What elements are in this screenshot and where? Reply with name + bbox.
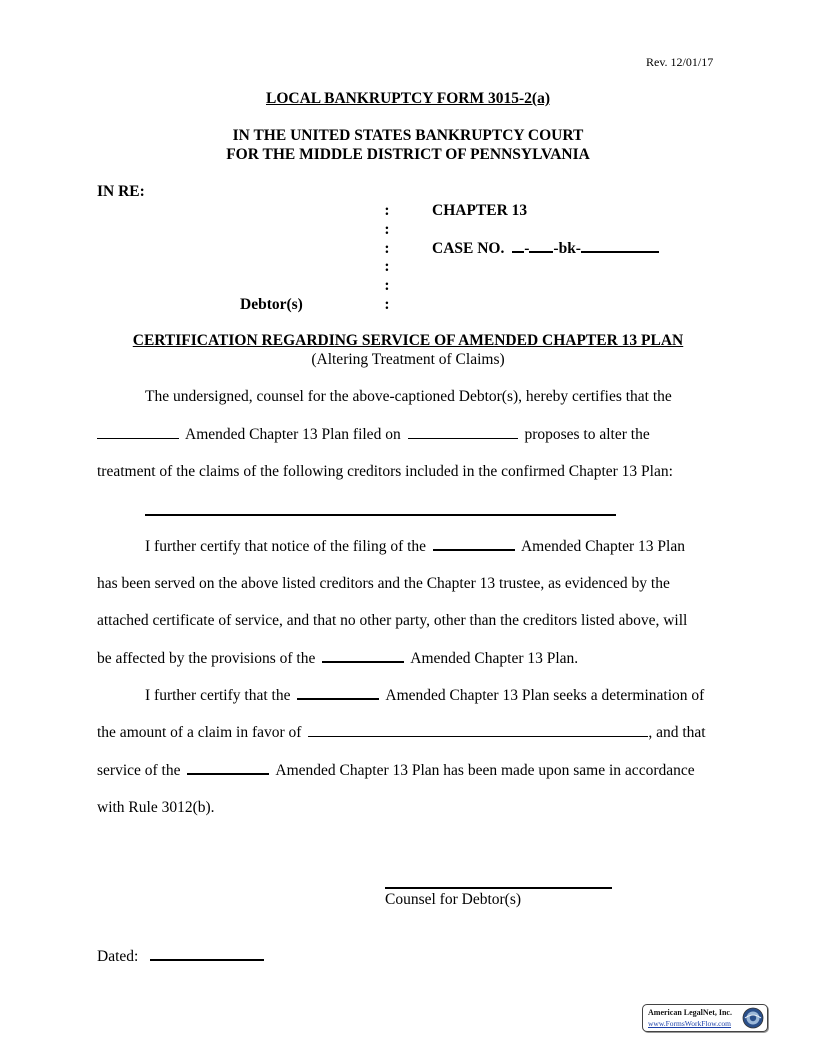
notice-plan-blank[interactable] bbox=[433, 548, 515, 551]
caption-colon: : bbox=[384, 258, 390, 275]
caption-colon: : bbox=[384, 202, 390, 219]
plan-filed-text: Amended Chapter 13 Plan filed on bbox=[185, 426, 401, 443]
caption-colon: : bbox=[384, 277, 390, 294]
globe-icon bbox=[742, 1007, 764, 1029]
paragraph-3-line-4: with Rule 3012(b). bbox=[97, 799, 215, 816]
claimant-name-blank[interactable] bbox=[308, 735, 648, 737]
notice-text: I further certify that notice of the filing of the bbox=[145, 538, 427, 555]
further-certify-text: I further certify that the bbox=[145, 687, 291, 704]
paragraph-3-line-3 bbox=[97, 762, 695, 780]
chapter-label: CHAPTER 13 bbox=[432, 202, 528, 219]
company-name: American LegalNet, Inc. bbox=[648, 1008, 732, 1017]
amended-plan-text: Amended Chapter 13 Plan bbox=[520, 538, 685, 555]
caption-colon: : bbox=[384, 296, 390, 313]
creditors-list-line[interactable] bbox=[145, 514, 616, 516]
court-line-2: FOR THE MIDDLE DISTRICT OF PENNSYLVANIA bbox=[226, 146, 590, 163]
plan-ordinal-blank[interactable] bbox=[97, 437, 179, 439]
paragraph-1-line-1: The undersigned, counsel for the above-captioned Debtor(s), hereby certifies that the bbox=[145, 388, 672, 405]
paragraph-3-line-2 bbox=[97, 724, 706, 742]
case-separator: - bbox=[524, 240, 530, 257]
paragraph-2-line-1 bbox=[145, 538, 685, 556]
paragraph-1-line-2 bbox=[97, 426, 650, 444]
case-number-blank[interactable] bbox=[581, 250, 659, 253]
certification-title: CERTIFICATION REGARDING SERVICE OF AMENDED CHAPTER 13 PLAN bbox=[132, 332, 684, 349]
claim-favor-text: the amount of a claim in favor of bbox=[97, 724, 302, 741]
amended-plan-text: Amended Chapter 13 Plan. bbox=[410, 650, 579, 667]
case-office-blank[interactable] bbox=[529, 250, 553, 253]
form-title: LOCAL BANKRUPTCY FORM 3015-2(a) bbox=[265, 90, 550, 107]
court-line-1: IN THE UNITED STATES BANKRUPTCY COURT bbox=[232, 127, 584, 144]
affected-plan-blank[interactable] bbox=[322, 660, 404, 663]
signature-label: Counsel for Debtor(s) bbox=[385, 891, 522, 908]
determination-text: Amended Chapter 13 Plan seeks a determination of bbox=[385, 687, 705, 704]
paragraph-3-line-1 bbox=[145, 687, 704, 705]
service-plan-blank[interactable] bbox=[187, 772, 269, 775]
proposes-text: proposes to alter the bbox=[524, 426, 650, 443]
case-year-blank[interactable] bbox=[512, 250, 524, 253]
paragraph-1-line-3: treatment of the claims of the following creditors included in the confirmed Chapter 13 Plan: bbox=[97, 463, 673, 480]
signature-line[interactable] bbox=[385, 887, 612, 889]
dated-label: Dated: bbox=[97, 948, 139, 965]
case-number bbox=[432, 240, 659, 258]
company-website[interactable]: www.FormsWorkFlow.com bbox=[648, 1019, 732, 1028]
service-made-text: Amended Chapter 13 Plan has been made upon same in accordance bbox=[275, 762, 695, 779]
affected-text: be affected by the provisions of the bbox=[97, 650, 316, 667]
revision-date: Rev. 12/01/17 bbox=[646, 55, 714, 69]
caption-colon: : bbox=[384, 221, 390, 238]
certification-subtitle: (Altering Treatment of Claims) bbox=[311, 351, 505, 368]
caption-colon: : bbox=[384, 240, 390, 257]
case-no-label: CASE NO. bbox=[432, 240, 505, 257]
debtor-label: Debtor(s) bbox=[240, 296, 303, 313]
determination-plan-blank[interactable] bbox=[297, 697, 379, 700]
filed-date-blank[interactable] bbox=[408, 437, 518, 439]
case-bk-separator: -bk- bbox=[553, 240, 581, 257]
in-re-label: IN RE: bbox=[97, 183, 145, 200]
paragraph-2-line-4 bbox=[97, 650, 578, 668]
paragraph-2-line-3: attached certificate of service, and that no other party, other than the creditors listed above, will bbox=[97, 612, 688, 629]
dated-row bbox=[97, 948, 267, 966]
paragraph-2-line-2: has been served on the above listed creditors and the Chapter 13 trustee, as evidenced by the bbox=[97, 575, 670, 592]
footer-badge[interactable] bbox=[642, 1004, 768, 1032]
and-that-text: , and that bbox=[648, 724, 706, 741]
service-of-text: service of the bbox=[97, 762, 181, 779]
date-blank[interactable] bbox=[150, 958, 264, 961]
